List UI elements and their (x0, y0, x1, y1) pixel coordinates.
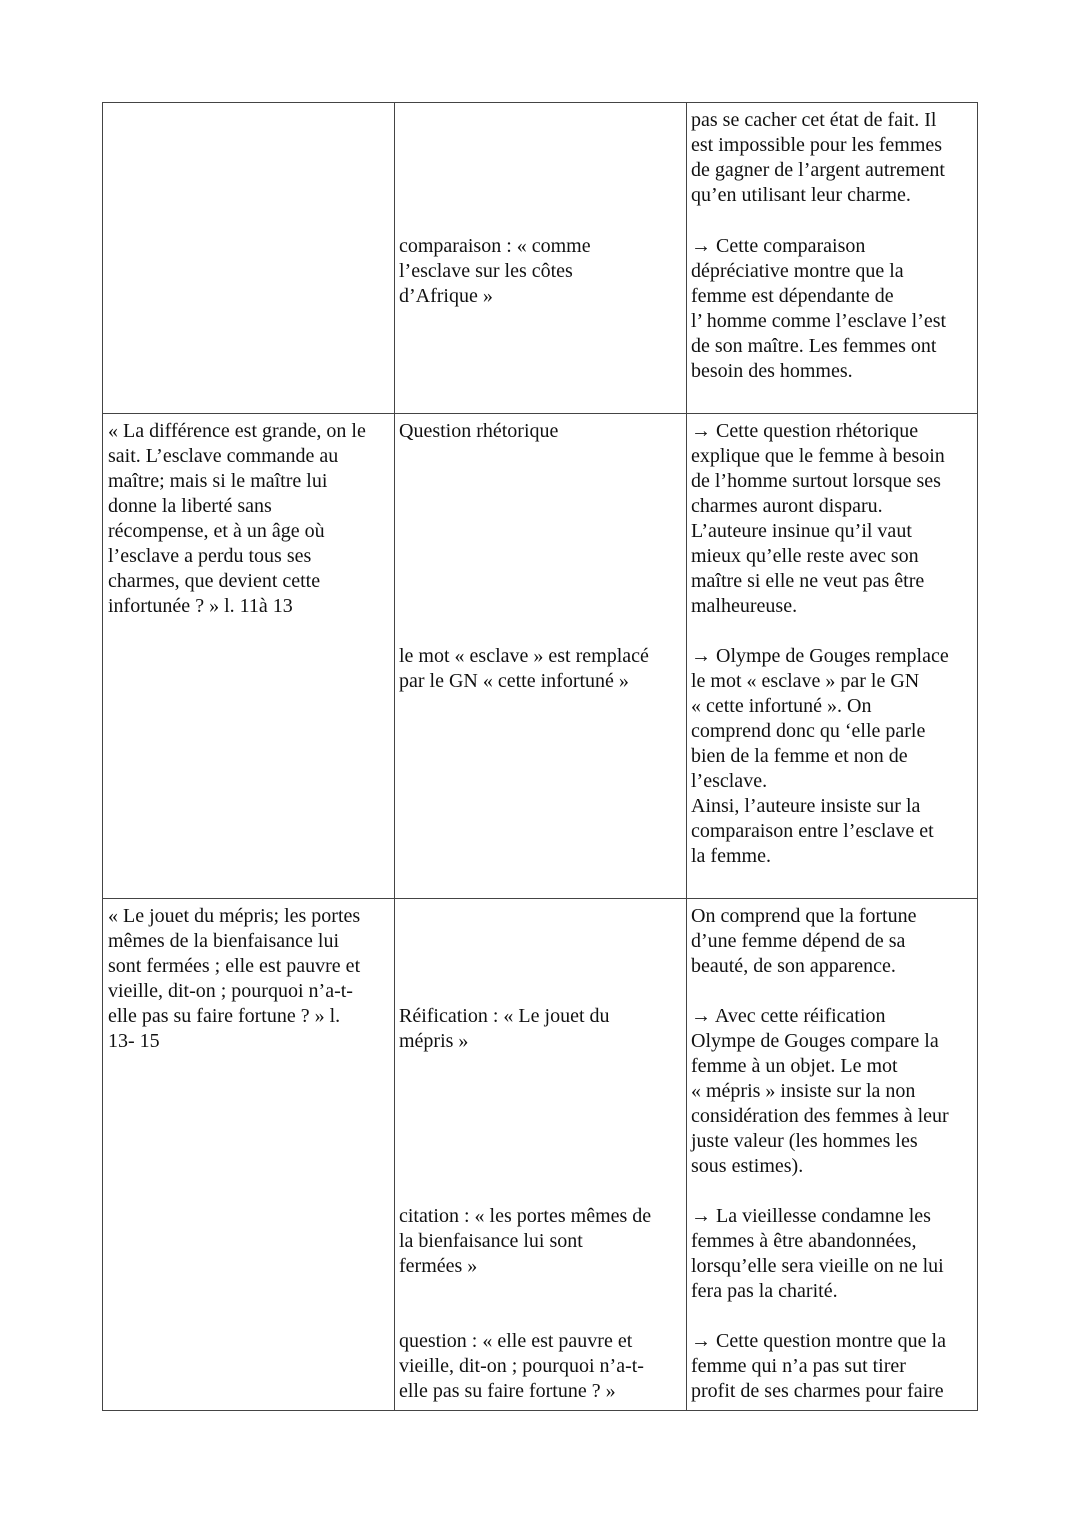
row-divider (103, 898, 977, 899)
table-cell: « La différence est grande, on le sait. L’esclave commande au maître; mais si le maître lui donne la liberté sans récompense, et à un âge où l’esclave a perdu tous ses charmes, que devient cette infortunée ? » l. 11à 13 (108, 420, 366, 617)
table-cell: « Le jouet du mépris; les portes mêmes de la bienfaisance lui sont fermées ; elle est pauvre et vieille, dit-on ; pourquoi n’a-t- elle pas su faire fortune ? » l. 13- 15 (108, 905, 361, 1052)
table-cell: le mot « esclave » est remplacé par le GN « cette infortuné » (399, 645, 649, 692)
table-cell: comparaison : « comme l’esclave sur les côtes d’Afrique » (399, 235, 591, 307)
table-cell: Question rhétorique (399, 420, 559, 442)
table-cell: question : « elle est pauvre et vieille, dit-on ; pourquoi n’a-t- elle pas su faire fortune ? » (399, 1330, 644, 1402)
row-divider (103, 413, 977, 414)
table-cell: Réification : « Le jouet du mépris » (399, 1005, 610, 1052)
table-cell: → Avec cette réification Olympe de Gouges compare la femme à un objet. Le mot « mépris » insiste sur la non considération des femmes à leur juste valeur (les hommes les sous estimes). (691, 1005, 949, 1177)
table-cell: → Cette question montre que la femme qui n’a pas sut tirer profit de ses charmes pour faire (691, 1330, 946, 1402)
table-cell: → La vieillesse condamne les femmes à être abandonnées, lorsqu’elle sera vieille on ne lui fera pas la charité. (691, 1205, 944, 1302)
table-cell: pas se cacher cet état de fait. Il est impossible pour les femmes de gagner de l’argent autrement qu’en utilisant leur charme. (691, 109, 945, 206)
table-cell: → Olympe de Gouges remplace le mot « esclave » par le GN « cette infortuné ». On comprend donc qu ‘elle parle bien de la femme et non de l’esclave. Ainsi, l’auteure insiste sur la comparaison entre l’esclave et la femme. (691, 645, 949, 867)
table-cell: On comprend que la fortune d’une femme dépend de sa beauté, de son apparence. (691, 905, 917, 977)
column-divider (394, 103, 395, 1410)
table-cell: citation : « les portes mêmes de la bienfaisance lui sont fermées » (399, 1205, 652, 1277)
table-cell: → Cette question rhétorique explique que le femme à besoin de l’homme surtout lorsque ses charmes auront disparu. L’auteure insinue qu’il vaut mieux qu’elle reste avec son maître si elle ne veut pas être malheureuse. (691, 420, 945, 617)
table-cell: → Cette comparaison dépréciative montre que la femme est dépendante de l’ homme comme l’esclave l’est de son maître. Les femmes ont besoin des hommes. (691, 235, 947, 382)
analysis-table (102, 102, 978, 1411)
column-divider (686, 103, 687, 1410)
